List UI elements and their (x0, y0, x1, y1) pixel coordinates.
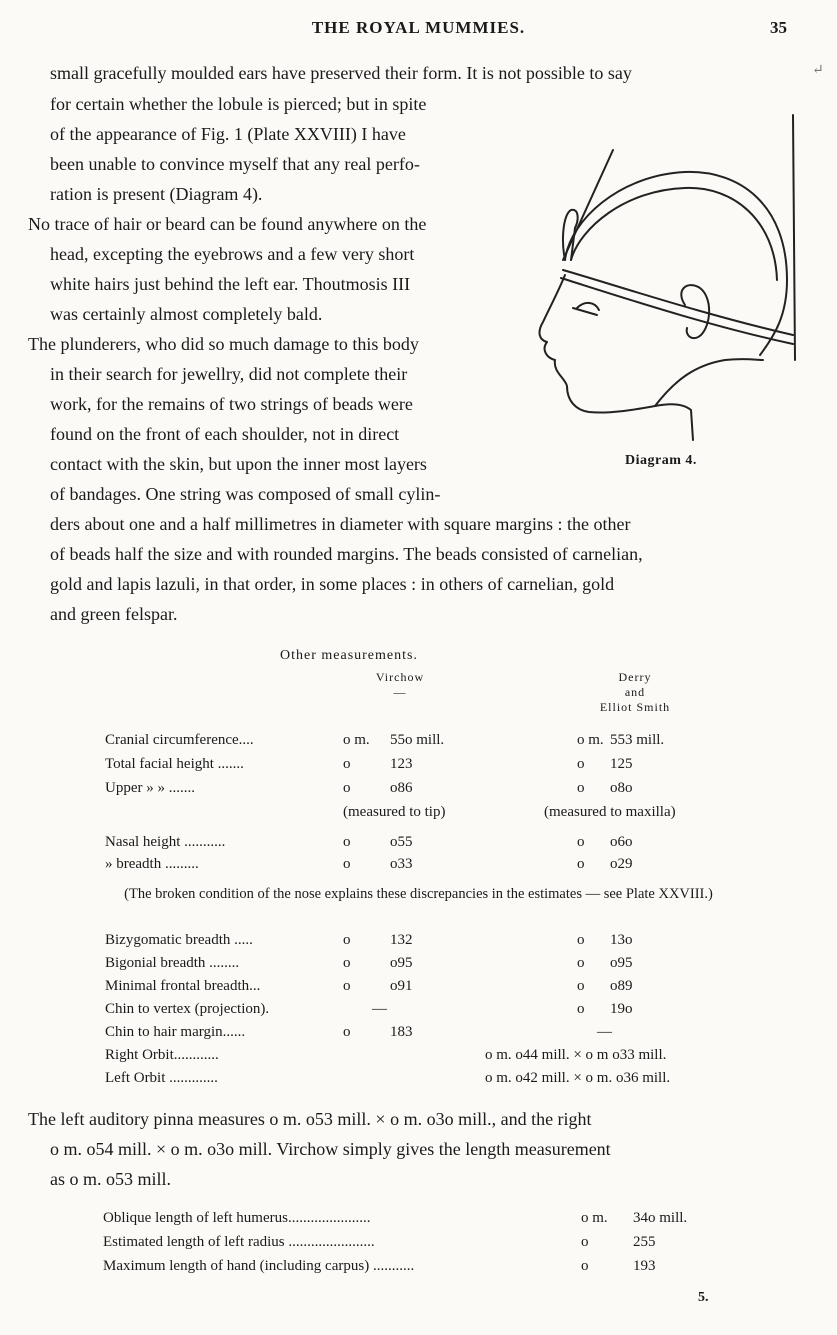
text-line: The left auditory pinna measures o m. o53 mill. × o m. o3o mill., and the right (28, 1109, 592, 1129)
derry-value: 553 mill. (610, 732, 665, 748)
text-line: head, excepting the eyebrows and a few very short (50, 244, 415, 264)
table-row (0, 730, 837, 750)
text-line: The plunderers, who did so much damage to this body (28, 334, 419, 354)
value-unit: o (577, 978, 585, 994)
text-line: No trace of hair or beard can be found anywhere on the (28, 214, 427, 234)
text-line: of bandages. One string was composed of small cylin- (50, 484, 441, 504)
derry-value: o6o (610, 834, 633, 850)
horizontal-band (563, 270, 793, 335)
section-heading: Other measurements. (280, 648, 418, 663)
diagram-caption: Diagram 4. (625, 453, 697, 468)
text-line: contact with the skin, but upon the inner most layers (50, 454, 427, 474)
row-label: Bigonial breadth ........ (105, 955, 240, 971)
value-unit: o (343, 756, 351, 772)
table-row (0, 1022, 837, 1042)
value-unit: o m. (581, 1210, 608, 1226)
derry-value: o95 (610, 955, 633, 971)
discrepancy-note: (The broken condition of the nose explains these discrepancies in the estimates — see Plate XXVIII.) (124, 886, 713, 902)
virchow-value: o91 (390, 978, 413, 994)
value-unit: o (577, 856, 585, 872)
virchow-value: — (372, 1001, 387, 1017)
text-line: and green felspar. (50, 604, 178, 624)
table-row (0, 1258, 837, 1280)
row-label: Chin to vertex (projection). (105, 1001, 270, 1017)
text-line: was certainly almost completely bald. (50, 304, 323, 324)
text-line: for certain whether the lobule is pierced; but in spite (50, 94, 427, 114)
running-title: THE ROYAL MUMMIES. (311, 18, 526, 37)
value-unit: o (343, 1024, 351, 1040)
column-head-line: and (624, 685, 646, 699)
virchow-value: o55 (390, 834, 413, 850)
table-row (0, 1210, 837, 1232)
head-profile-diagram (525, 110, 825, 460)
page-number: 35 (770, 18, 787, 37)
row-label: Upper » » ....... (105, 780, 195, 796)
jaw-line (655, 359, 763, 406)
row-label: Nasal height ........... (105, 834, 226, 850)
derry-value: — (597, 1024, 612, 1040)
row-label: Cranial circumference.... (105, 732, 254, 748)
column-head-derry-smith (580, 670, 690, 715)
virchow-value: o86 (390, 780, 413, 796)
row-label: Minimal frontal breadth... (105, 978, 261, 994)
text-line: work, for the remains of two strings of beads were (50, 394, 413, 414)
cranium-outline (565, 172, 787, 355)
text-line: of the appearance of Fig. 1 (Plate XXVIII) I have (50, 124, 406, 144)
value-unit: o (343, 955, 351, 971)
table-row (0, 1045, 837, 1065)
text-line: small gracefully moulded ears have preserved their form. It is not possible to say (50, 63, 632, 83)
value-unit: o (581, 1234, 589, 1250)
value-unit: o (343, 780, 351, 796)
value-unit: o (343, 856, 351, 872)
table-row (0, 802, 837, 822)
table-row (0, 976, 837, 996)
face-profile (540, 275, 693, 440)
value-unit: o (343, 932, 351, 948)
derry-value: o29 (610, 856, 633, 872)
derry-note: (measured to maxilla) (544, 804, 676, 820)
value-unit: o m. (577, 732, 604, 748)
text-line: o m. o54 mill. × o m. o3o mill. Virchow simply gives the length measurement (50, 1139, 611, 1159)
virchow-value: o33 (390, 856, 413, 872)
orbit-value: o m. o44 mill. × o m o33 mill. (485, 1047, 667, 1063)
column-head-virchow (360, 670, 440, 700)
table-row (0, 930, 837, 950)
margin-mark: ↵ (812, 63, 824, 78)
text-line: ders about one and a half millimetres in diameter with square margins : the other (50, 514, 631, 534)
text-line: as o m. o53 mill. (50, 1169, 171, 1189)
derry-value: o89 (610, 978, 633, 994)
virchow-value: o95 (390, 955, 413, 971)
text-line: ration is present (Diagram 4). (50, 184, 263, 204)
vertical-line (793, 115, 795, 360)
value-unit: o (577, 932, 585, 948)
row-label: Right Orbit............ (105, 1047, 219, 1063)
derry-value: 13o (610, 932, 633, 948)
virchow-note: (measured to tip) (343, 804, 446, 820)
text-line: found on the front of each shoulder, not in direct (50, 424, 400, 444)
row-label: Chin to hair margin...... (105, 1024, 246, 1040)
row-label: Bizygomatic breadth ..... (105, 932, 253, 948)
text-line: been unable to convince myself that any real perfo- (50, 154, 420, 174)
value-unit: o (577, 834, 585, 850)
value-unit: o (577, 756, 585, 772)
derry-value: o8o (610, 780, 633, 796)
table-row (0, 953, 837, 973)
column-head-line: Derry (618, 670, 652, 684)
value-unit: o (343, 834, 351, 850)
value-unit: o (581, 1258, 589, 1274)
table-row (0, 754, 837, 774)
row-label: Left Orbit ............. (105, 1070, 218, 1086)
text-line: white hairs just behind the left ear. Thoutmosis III (50, 274, 411, 294)
value-unit: o (577, 780, 585, 796)
text-line: of beads half the size and with rounded margins. The beads consisted of carnelian, (50, 544, 643, 564)
limb-value: 34o mill. (633, 1210, 688, 1226)
table-row (0, 1234, 837, 1256)
column-head-line: — (393, 685, 407, 699)
column-head-line: Virchow (375, 670, 425, 684)
virchow-value: 123 (390, 756, 413, 772)
text-line: gold and lapis lazuli, in that order, in some places : in others of carnelian, gold (50, 574, 615, 594)
row-label: » breadth ......... (105, 856, 199, 872)
table-row (0, 778, 837, 798)
table-row (0, 854, 837, 874)
table-row (0, 999, 837, 1019)
orbit-value: o m. o42 mill. × o m. o36 mill. (485, 1070, 671, 1086)
horizontal-band-lower (561, 278, 793, 344)
column-head-line: Elliot Smith (599, 700, 671, 714)
derry-value: 125 (610, 756, 633, 772)
limb-value: 193 (633, 1258, 656, 1274)
value-unit: o (577, 1001, 585, 1017)
row-label: Estimated length of left radius ....................... (103, 1234, 375, 1250)
row-label: Oblique length of left humerus...................... (103, 1210, 371, 1226)
row-label: Maximum length of hand (including carpus) ........... (103, 1258, 415, 1274)
value-unit: o (343, 978, 351, 994)
limb-value: 255 (633, 1234, 656, 1250)
signature-mark: 5. (698, 1290, 709, 1305)
virchow-value: 183 (390, 1024, 413, 1040)
value-unit: o m. (343, 732, 370, 748)
virchow-value: 132 (390, 932, 413, 948)
text-line: in their search for jewellry, did not complete their (50, 364, 408, 384)
value-unit: o (577, 955, 585, 971)
table-row (0, 1068, 837, 1088)
table-row (0, 832, 837, 852)
eye (573, 303, 599, 315)
row-label: Total facial height ....... (105, 756, 244, 772)
derry-value: 19o (610, 1001, 633, 1017)
virchow-value: 55o mill. (390, 732, 445, 748)
